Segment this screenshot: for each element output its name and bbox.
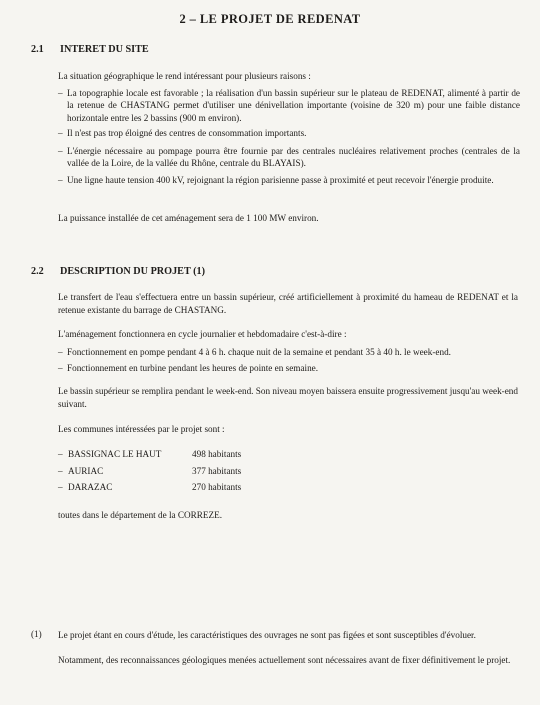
- list-item-text: Fonctionnement en turbine pendant les heures de pointe en semaine.: [67, 363, 319, 373]
- footnote-text-2: Notamment, des reconnaissances géologiques menées actuellement sont nécessaires avant de fixer définitivement le projet.: [58, 655, 511, 665]
- section2-paragraph-2: L'aménagement fonctionnera en cycle journalier et hebdomadaire c'est-à-dire :: [58, 329, 347, 339]
- list-item-text: La topographie locale est favorable ; la réalisation d'un bassin supérieur sur le plateau de REDENAT, alimenté à partir de la retenue de CHASTANG permet d'utiliser une dénivellation importante (voisine de 320 m) pour une faible distance horizontale entre les 2 bassins (900 m environ).: [67, 88, 520, 123]
- footnote-marker: (1): [31, 629, 42, 639]
- commune-name: AURIAC: [68, 466, 104, 476]
- list-item: [58, 87, 520, 124]
- commune-row: [58, 448, 241, 460]
- commune-row: [58, 481, 241, 493]
- section-heading-interet: [31, 44, 149, 55]
- section2-paragraph-3: Le bassin supérieur se remplira pendant le week-end. Son niveau moyen baissera ensuite progressivement jusqu'au week-end suivant.: [58, 386, 518, 409]
- list-item: [58, 362, 520, 374]
- section1-intro: La situation géographique le rend intéressant pour plusieurs raisons :: [58, 71, 311, 81]
- list-dash: –: [58, 466, 63, 476]
- section-number: 2.1: [31, 44, 44, 55]
- section-title: DESCRIPTION DU PROJET (1): [60, 266, 205, 277]
- list-dash: –: [58, 88, 63, 98]
- section2-paragraph-1: Le transfert de l'eau s'effectuera entre un bassin supérieur, créé artificiellement à proximité du hameau de REDENAT et la retenue existante du barrage de CHASTANG.: [58, 292, 518, 315]
- list-item-text: Fonctionnement en pompe pendant 4 à 6 h. chaque nuit de la semaine et pendant 35 à 40 h. le week-end.: [67, 347, 451, 357]
- list-item-text: Une ligne haute tension 400 kV, rejoignant la région parisienne passe à proximité et peut recevoir l'énergie produite.: [67, 175, 494, 185]
- list-dash: –: [58, 363, 63, 373]
- commune-population: 270 habitants: [192, 482, 242, 492]
- list-dash: –: [58, 482, 63, 492]
- commune-row: [58, 465, 241, 477]
- list-dash: –: [58, 175, 63, 185]
- section1-conclusion: La puissance installée de cet aménagement sera de 1 100 MW environ.: [58, 213, 319, 223]
- list-dash: –: [58, 146, 63, 156]
- commune-population: 377 habitants: [192, 466, 242, 476]
- section-number: 2.2: [31, 266, 44, 277]
- list-item: [58, 174, 520, 186]
- list-item: [58, 145, 520, 170]
- list-dash: –: [58, 347, 63, 357]
- footnote-text-1: Le projet étant en cours d'étude, les caractéristiques des ouvrages ne sont pas figées et sont susceptibles d'évoluer.: [58, 630, 476, 640]
- list-item: [58, 346, 520, 358]
- section-heading-description: [31, 266, 205, 277]
- list-dash: –: [58, 449, 63, 459]
- list-item-text: Il n'est pas trop éloigné des centres de consommation importants.: [67, 128, 307, 138]
- list-item: [58, 127, 520, 139]
- section2-paragraph-4: Les communes intéressées par le projet sont :: [58, 424, 225, 434]
- list-item-text: L'énergie nécessaire au pompage pourra être fournie par des centrales nucléaires relativement proches (centrales de la vallée de la Loire, de la vallée du Rhône, centrale du BLAYAIS).: [67, 146, 520, 169]
- list-dash: –: [58, 128, 63, 138]
- page-title: 2 – LE PROJET DE REDENAT: [179, 12, 361, 26]
- section2-paragraph-5: toutes dans le département de la CORREZE.: [58, 510, 223, 520]
- commune-population: 498 habitants: [192, 449, 242, 459]
- commune-name: DARAZAC: [68, 482, 113, 492]
- section-title: INTERET DU SITE: [60, 44, 149, 55]
- commune-name: BASSIGNAC LE HAUT: [68, 449, 162, 459]
